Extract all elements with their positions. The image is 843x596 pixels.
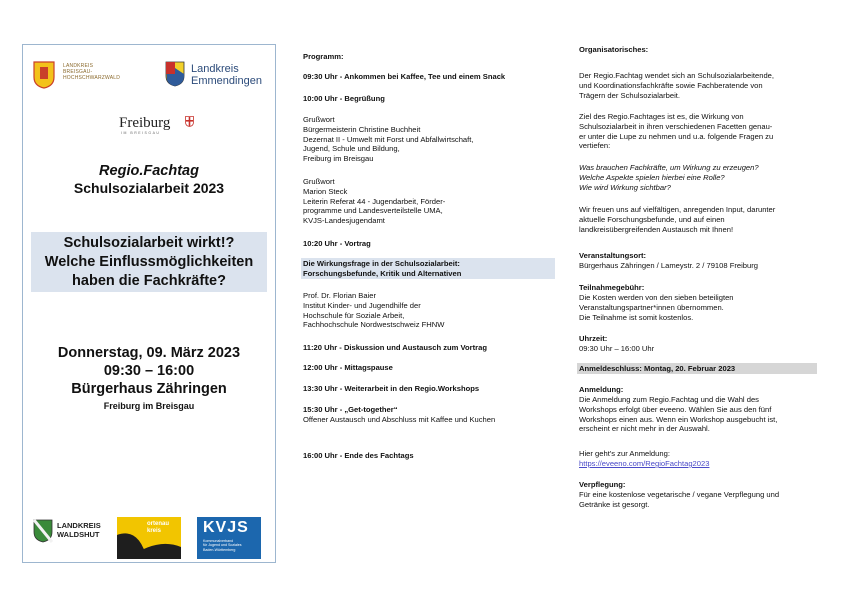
program-item: 10:20 Uhr - Vortrag [303, 239, 371, 248]
program-item-desc: Offener Austausch und Abschluss mit Kaffee und Kuchen [303, 415, 496, 424]
venue-value: Bürgerhaus Zähringen / Lameystr. 2 / 79108 Freiburg [579, 261, 758, 270]
question-line: Schulsozialarbeit wirkt!? [63, 235, 235, 251]
registration-link-label: Hier geht's zur Anmeldung: [579, 449, 670, 458]
program-item: 13:30 Uhr - Weiterarbeit in den Regio.Workshops [303, 384, 480, 393]
logo-freiburg: Freiburg IM BREISGAU [119, 115, 199, 137]
catering-value: Für eine kostenlose vegetarische / vegane Verpflegung und Getränke ist gesorgt. [579, 490, 780, 509]
event-venue: Bürgerhaus Zähringen [71, 381, 227, 397]
program-item: 12:00 Uhr - Mittagspause [303, 363, 393, 372]
question-line: Welche Einflussmöglichkeiten [44, 254, 254, 270]
venue-label: Veranstaltungsort: [579, 251, 647, 260]
registration-link[interactable]: https://eveeno.com/RegioFachtag2023 [579, 459, 710, 468]
greeting-block: Grußwort Marion Steck Leiterin Referat 44 - Jugendarbeit, Förder- programme und Landesverteilstelle UMA, KVJS-Landesjugendamt [303, 177, 446, 226]
program-item: 10:00 Uhr - Begrüßung [303, 94, 385, 103]
program-item: 11:20 Uhr - Diskussion und Austausch zum Vortrag [303, 343, 487, 352]
time-label: Uhrzeit: [579, 334, 608, 343]
intro-paragraph: Der Regio.Fachtag wendet sich an Schulsozialarbeitende, und Koordinationsfachkräfte sowie Fachberatende von Trägern der Schulsozialarbeit. [579, 71, 775, 100]
question-line: haben die Fachkräfte? [72, 273, 226, 289]
fee-label: Teilnahmegebühr: [579, 283, 645, 292]
fee-value: Die Kosten werden von den sieben beteiligten Veranstaltungspartner*innen übernommen. Die Teilnahme ist somit kostenlos. [579, 293, 734, 322]
program-heading: Programm: [303, 52, 344, 61]
speaker-block: Prof. Dr. Florian Baier Institut Kinder- und Jugendhilfe der Hochschule für Soziale Arbeit, Fachhochschule Nordwestschweiz FHNW [303, 291, 445, 330]
questions-list: Was brauchen Fachkräfte, um Wirkung zu erzeugen? Welche Aspekte spielen hierbei eine Rolle? Wie wird Wirkung sichtbar? [579, 163, 759, 192]
question-box [31, 232, 267, 292]
logo-ortenaukreis: ortenau kreis [117, 517, 181, 559]
greeting-block: Grußwort Bürgermeisterin Christine Buchheit Dezernat II - Umwelt mit Forst und Abfallwirtschaft, Jugend, Schule und Bildung, Freiburg im Breisgau [303, 115, 474, 164]
freiburg-cross-icon [185, 116, 194, 127]
goal-paragraph: Ziel des Regio.Fachtages ist es, die Wirkung von Schulsozialarbeit in ihren verschiedenen Facetten genau- er unter die Lupe zu nehmen und u.a. folgende Fragen zu vertiefen: [579, 112, 774, 151]
program-item: 09:30 Uhr - Ankommen bei Kaffee, Tee und einem Snack [303, 72, 506, 81]
event-time: 09:30 – 16:00 [103, 363, 195, 379]
registration-label: Anmeldung: [579, 385, 624, 394]
event-city: Freiburg im Breisgau [103, 401, 195, 411]
event-subtitle: Schulsozialarbeit 2023 [73, 180, 225, 196]
logo-kvjs: KVJS Kommunalverband für Jugend und Soziales Baden-Württemberg [197, 517, 261, 559]
program-item: 16:00 Uhr - Ende des Fachtags [303, 451, 414, 460]
title-panel [22, 44, 276, 563]
program-item: 15:30 Uhr - „Get-together“ [303, 405, 398, 414]
lecture-title: Die Wirkungsfrage in der Schulsozialarbeit: Forschungsbefunde, Kritik und Alternativen [303, 259, 462, 278]
logo-landkreis-breisgau-hochschwarzwald: LANDKREIS BREISGAU- HOCHSCHWARZWALD [33, 59, 143, 95]
registration-value: Die Anmeldung zum Regio.Fachtag und die Wahl des Workshops erfolgt über eveeno. Wählen Sie aus den fünf Workshops einen aus. Wenn ein Workshop ausgebucht ist, erscheint er nicht mehr in der Auswahl. [579, 395, 778, 434]
event-title: Regio.Fachtag [99, 163, 199, 179]
coat-of-arms-icon [33, 61, 55, 89]
logo-landkreis-emmendingen: Landkreis Emmendingen [165, 61, 275, 91]
closing-paragraph: Wir freuen uns auf vielfältigen, anregenden Input, darunter aktuelle Forschungsbefunde, und auf einen landkreisübergreifenden Austausch mit Ihnen! [579, 205, 776, 234]
organisation-heading: Organisatorisches: [579, 45, 649, 54]
event-date: Donnerstag, 09. März 2023 [57, 345, 241, 361]
coat-of-arms-icon [33, 519, 53, 543]
catering-label: Verpflegung: [579, 480, 626, 489]
coat-of-arms-icon [165, 61, 185, 87]
registration-deadline: Anmeldeschluss: Montag, 20. Februar 2023 [579, 364, 736, 373]
time-value: 09:30 Uhr – 16:00 Uhr [579, 344, 655, 353]
logo-landkreis-waldshut: LANDKREIS WALDSHUT [33, 515, 105, 549]
